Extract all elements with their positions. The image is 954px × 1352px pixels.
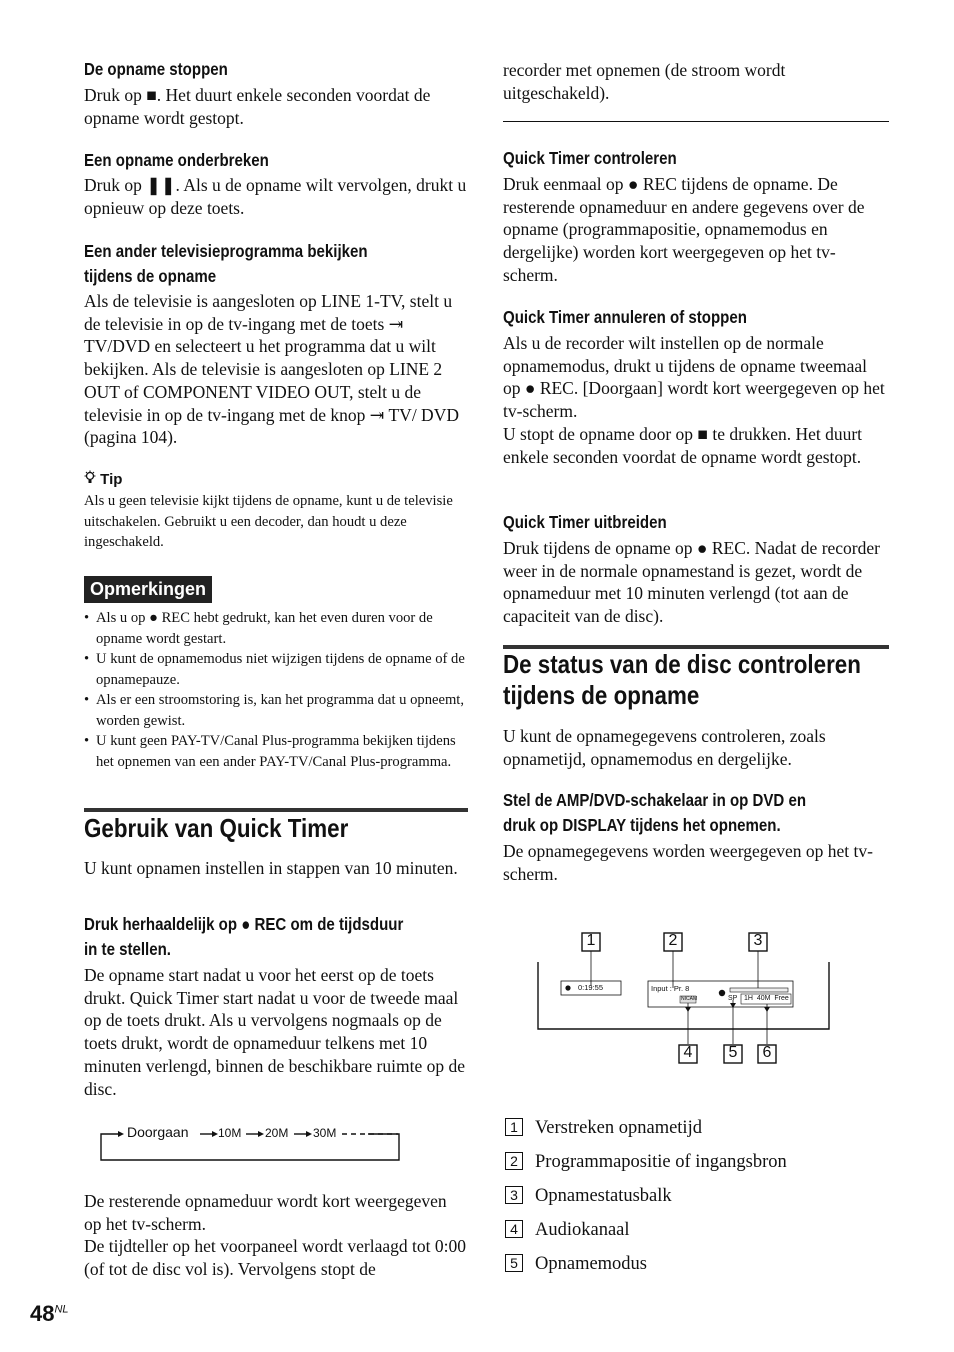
legend-number: 3 xyxy=(505,1186,523,1204)
section-text-extend: Druk tijdens de opname op ● REC. Nadat de recorder weer in de normale opnamestand is gezet, wordt de opnameduur met 10 minuten verlengd (tot aan de capaciteit van de disc). xyxy=(503,538,880,627)
section-title-extend: Quick Timer uitbreiden xyxy=(503,512,667,532)
note-item: • U kunt de opnamemodus niet wijzigen tijdens de opname of de opnamepauze. xyxy=(84,649,467,690)
callout-3: 3 xyxy=(753,932,763,949)
section-title-watch-line1: Een ander televisieprogramma bekijken xyxy=(84,241,368,261)
note-item: • Als u op ● REC hebt gedrukt, kan het even duren voor de opname wordt gestart. xyxy=(84,608,467,649)
osd-mode: SP xyxy=(728,995,738,1002)
status-intro: U kunt de opnamegegevens controleren, zoals opnametijd, opnamemodus en dergelijke. xyxy=(503,726,826,769)
callout-2: 2 xyxy=(668,932,678,949)
section-text-check: Druk eenmaal op ● REC tijdens de opname. De resterende opnameduur en andere gegevens over de opname (programmapositie, opnamemodus en dergelijke) worden kort weergegeven op het tv-scherm. xyxy=(503,174,865,285)
callout-4: 4 xyxy=(683,1044,693,1061)
flow-label-10m: 10M xyxy=(218,1126,242,1140)
tv-screen-diagram xyxy=(537,928,831,1068)
section-text-pause: Druk op ❚❚. Als u de opname wilt vervolgen, drukt u opnieuw op deze toets. xyxy=(84,175,467,218)
page-number-value: 48 xyxy=(30,1301,55,1326)
counter-text: De tijdteller op het voorpaneel wordt verlaagd tot 0:00 (of tot de disc vol is). Vervolgens stopt de xyxy=(84,1236,466,1279)
flow-label-continue: Doorgaan xyxy=(127,1124,189,1140)
page-number xyxy=(30,1301,69,1327)
status-step-text: De opnamegegevens worden weergegeven op het tv-scherm. xyxy=(503,841,873,884)
section-title-check: Quick Timer controleren xyxy=(503,148,677,168)
heading-quick-timer: Gebruik van Quick Timer xyxy=(84,813,349,843)
note-item: • Als er een stroomstoring is, kan het programma dat u opneemt, worden gewist. xyxy=(84,690,467,731)
step-title-line2: in te stellen. xyxy=(84,939,171,959)
legend-item xyxy=(505,1219,630,1241)
tip-text: Als u geen televisie kijkt tijdens de opname, kunt u de televisie uitschakelen. Gebruikt u een decoder, dan houdt u deze ingeschakeld. xyxy=(84,493,453,550)
legend-item xyxy=(505,1151,787,1173)
legend-item xyxy=(505,1185,672,1207)
osd-remaining: 1H 40M Free xyxy=(744,995,789,1002)
status-step-line1: Stel de AMP/DVD-schakelaar in op DVD en xyxy=(503,790,807,810)
section-title-watch-line2: tijdens de opname xyxy=(84,266,217,286)
section-rule xyxy=(84,808,468,812)
legend-item xyxy=(505,1253,647,1275)
callout-1: 1 xyxy=(586,932,596,949)
section-text-cancel: Als u de recorder wilt instellen op de normale opnamemodus, drukt u tijdens de opname tweemaal op ● REC. [Doorgaan] wordt kort weergegeven op het tv-scherm. xyxy=(503,333,885,422)
quick-timer-intro: U kunt opnamen instellen in stappen van 10 minuten. xyxy=(84,858,458,878)
legend-number: 2 xyxy=(505,1152,523,1170)
legend-text: Audiokanaal xyxy=(535,1220,630,1240)
legend-number: 4 xyxy=(505,1220,523,1238)
continued-text: recorder met opnemen (de stroom wordt uitgeschakeld). xyxy=(503,60,786,103)
section-title-pause: Een opname onderbreken xyxy=(84,150,269,170)
osd-elapsed-time: 0:19:55 xyxy=(578,983,604,992)
heading-status-line2: tijdens de opname xyxy=(503,680,700,710)
tip-label: Tip xyxy=(100,471,123,488)
callout-6: 6 xyxy=(762,1044,772,1061)
osd-audio: NICAM xyxy=(681,996,698,1002)
page-number-suffix: NL xyxy=(54,1303,69,1316)
section-text-stop: Druk op ■. Het duurt enkele seconden voordat de opname wordt gestopt. xyxy=(84,85,431,128)
step-text: De opname start nadat u voor het eerst op de toets drukt. Quick Timer start nadat u voor de tweede maal op de toets drukt. Als u vervolgens nogmaals op de toets drukt, wordt de opnameduur telkens met 10 minuten verlengd, binnen de beschikbare ruimte op de disc. xyxy=(84,965,465,1099)
note-item: • U kunt geen PAY-TV/Canal Plus-programma bekijken tijdens het opnemen van een ander PAY-TV/Canal Plus-programma. xyxy=(84,731,467,772)
legend-text: Opnamestatusbalk xyxy=(535,1186,672,1206)
legend-text: Verstreken opnametijd xyxy=(535,1118,702,1138)
remaining-text: De resterende opnameduur wordt kort weergegeven op het tv-scherm. xyxy=(84,1191,447,1234)
section-title-cancel: Quick Timer annuleren of stoppen xyxy=(503,307,747,327)
flow-label-20m: 20M xyxy=(265,1126,289,1140)
quick-timer-flow-diagram xyxy=(100,1118,402,1162)
section-title-stop: De opname stoppen xyxy=(84,59,228,79)
step-title-line1: Druk herhaaldelijk op ● REC om de tijdsduur xyxy=(84,914,404,934)
legend-number: 5 xyxy=(505,1254,523,1272)
notes-list xyxy=(84,608,467,772)
tip-heading xyxy=(84,470,122,488)
section-text-watch: Als de televisie is aangesloten op LINE 1-TV, stelt u de televisie in op de tv-ingang met de toets ⇥ TV/DVD en selecteert u het programma dat u wilt bekijken. Als de televisie is aangesloten op LINE 2 OUT of COMPONENT VIDEO OUT, stelt u de televisie in op de tv-ingang met de knop ⇥ TV/ DVD (pagina 104). xyxy=(84,291,459,448)
divider xyxy=(503,121,889,122)
callout-5: 5 xyxy=(728,1044,738,1061)
notes-badge: Opmerkingen xyxy=(84,576,212,603)
status-step-line2: druk op DISPLAY tijdens het opnemen. xyxy=(503,815,781,835)
legend-text: Programmapositie of ingangsbron xyxy=(535,1152,787,1172)
flow-label-30m: 30M xyxy=(313,1126,337,1140)
heading-status-line1: De status van de disc controleren xyxy=(503,649,861,679)
legend-text: Opnamemodus xyxy=(535,1254,648,1274)
lightbulb-icon xyxy=(84,470,96,488)
legend-item xyxy=(505,1117,702,1139)
legend-number: 1 xyxy=(505,1118,523,1136)
section-text-cancel-2: U stopt de opname door op ■ te drukken. Het duurt enkele seconden voordat de opname wordt gestopt. xyxy=(503,424,863,467)
osd-input: Input : Pr. 8 xyxy=(651,984,690,993)
